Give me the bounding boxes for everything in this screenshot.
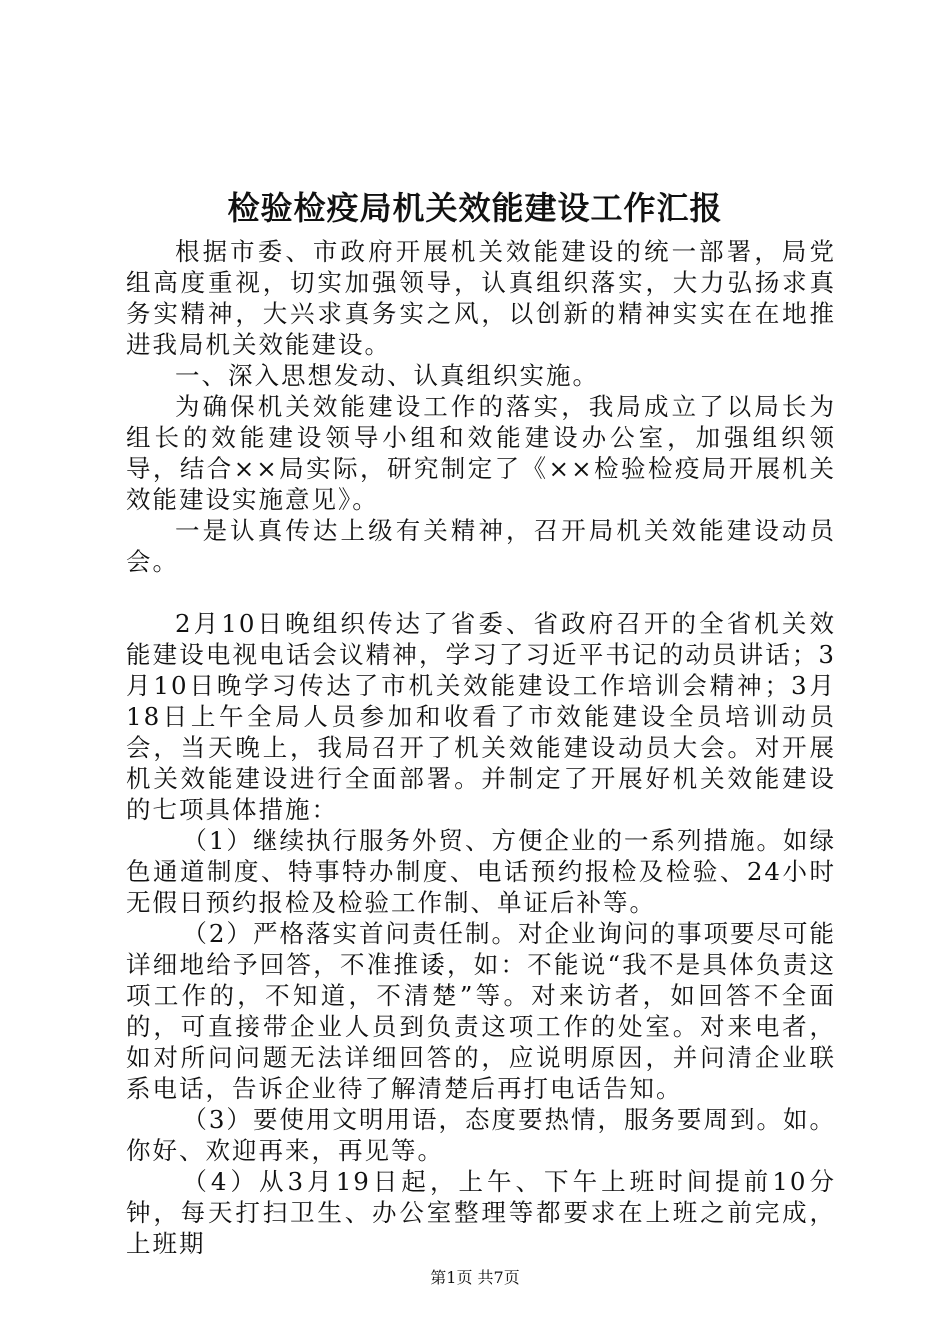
section-heading-1: 一、深入思想发动、认真组织实施。 bbox=[175, 361, 599, 390]
paragraph-meetings: 2月10日晚组织传达了省委、省政府召开的全省机关效能建设电视电话会议精神，学习了习近平书记的动员讲话；3月10日晚学习传达了市机关效能建设工作培训会精神；3月18日上午全局人员参加和收看了市效能建设全员培训动员会，当天晚上，我局召开了机关效能建设动员大会。对开展机关效能建设进行全面部署。并制定了开展好机关效能建设的七项具体措施： bbox=[126, 609, 836, 824]
measure-item-1: （1）继续执行服务外贸、方便企业的一系列措施。如绿色通道制度、特事特办制度、电话预约报检及检验、24小时无假日预约报检及检验工作制、单证后补等。 bbox=[126, 826, 836, 917]
paragraph-intro: 根据市委、市政府开展机关效能建设的统一部署，局党组高度重视，切实加强领导，认真组织落实，大力弘扬求真务实精神，大兴求真务实之风，以创新的精神实实在在地推进我局机关效能建设。 bbox=[126, 237, 836, 359]
subheading-1: 一是认真传达上级有关精神，召开局机关效能建设动员会。 bbox=[126, 516, 836, 576]
page-footer: 第1页 共7页 bbox=[430, 1268, 520, 1287]
measure-item-4: （4）从3月19日起，上午、下午上班时间提前10分钟，每天打扫卫生、办公室整理等都要求在上班之前完成，上班期 bbox=[126, 1167, 836, 1258]
blank-line bbox=[126, 577, 836, 608]
measure-item-3: （3）要使用文明用语，态度要热情，服务要周到。如。你好、欢迎再来，再见等。 bbox=[126, 1105, 836, 1165]
document-body bbox=[126, 236, 836, 1259]
paragraph-organization: 为确保机关效能建设工作的落实，我局成立了以局长为组长的效能建设领导小组和效能建设办公室，加强组织领导，结合××局实际，研究制定了《××检验检疫局开展机关效能建设实施意见》。 bbox=[126, 392, 836, 514]
measure-item-2: （2）严格落实首问责任制。对企业询问的事项要尽可能详细地给予回答，不准推诿，如：不能说“我不是具体负责这项工作的，不知道，不清楚”等。对来访者，如回答不全面的，可直接带企业人员到负责这项工作的处室。对来电者，如对所问问题无法详细回答的，应说明原因，并问清企业联系电话，告诉企业待了解清楚后再打电话告知。 bbox=[126, 919, 836, 1103]
document-title: 检验检疫局机关效能建设工作汇报 bbox=[227, 189, 723, 227]
